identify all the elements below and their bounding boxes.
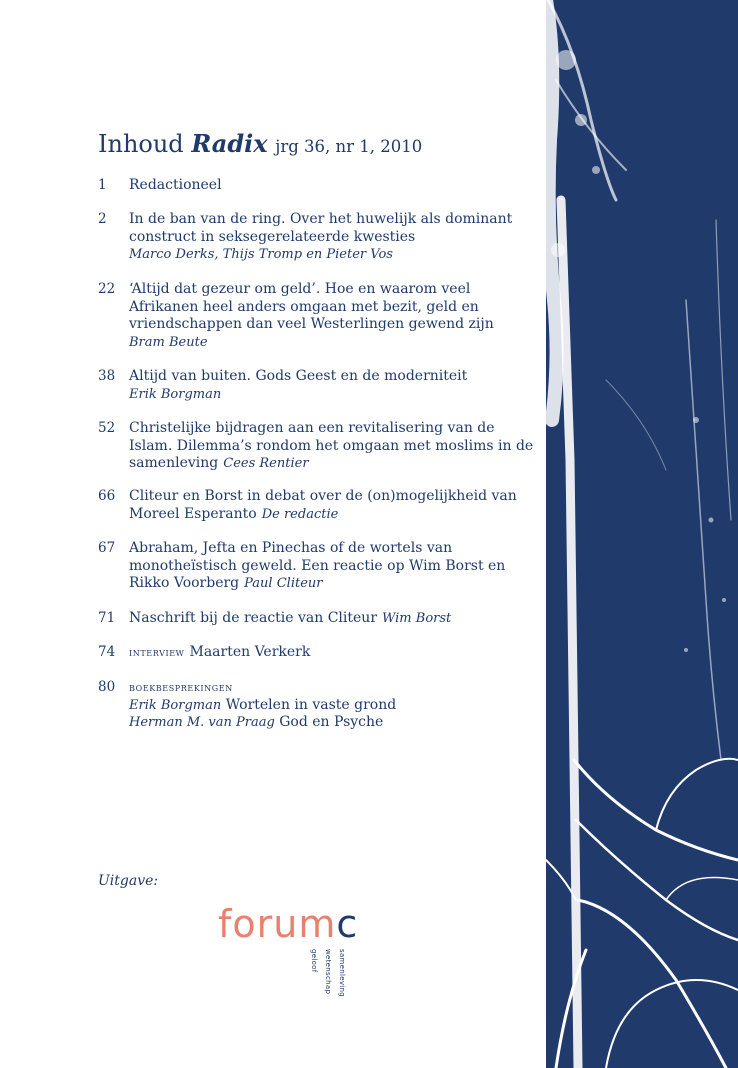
- toc-author: Bram Beute: [129, 334, 208, 350]
- review-author: Erik Borgman: [129, 697, 222, 713]
- toc-title: Redactioneel: [129, 177, 222, 193]
- review-title: God en Psyche: [279, 714, 384, 730]
- review-line: [129, 714, 538, 732]
- publisher-label: Uitgave:: [98, 873, 159, 889]
- toc-page-number: 67: [98, 540, 116, 556]
- review-title: Wortelen in vaste grond: [225, 696, 397, 713]
- toc-entry: [98, 368, 538, 403]
- journal-name: Radix: [191, 129, 268, 158]
- toc-entry: [98, 420, 538, 473]
- toc-title: Altijd van buiten. Gods Geest en de moderniteit: [129, 368, 468, 384]
- logo-tagline: wetenschap: [324, 949, 332, 995]
- toc-page-number: 1: [98, 177, 107, 193]
- toc-author: De redactie: [261, 506, 339, 522]
- toc-page-number: 22: [98, 281, 116, 297]
- toc-title: ‘Altijd dat gezeur om geld’. Hoe en waarom veel Afrikanen heel anders omgaan met bezit, geld en vriendschappen dan veel Westerlingen gewend zijn: [129, 281, 494, 332]
- toc-page-number: 66: [98, 488, 116, 504]
- review-author: Herman M. van Praag: [129, 715, 275, 730]
- toc-author: Cees Rentier: [223, 456, 309, 471]
- toc-title: Christelijke bijdragen aan een revitalisering van de Islam. Dilemma’s rondom het omgaan met moslims in de samenleving Cees Rentier: [129, 420, 534, 471]
- section-label: boekbesprekingen: [129, 680, 233, 694]
- toc-entry: [98, 540, 538, 593]
- toc-entry: [98, 177, 538, 195]
- section-label: interview: [129, 645, 185, 659]
- toc-page-number: 74: [98, 644, 116, 660]
- toc-entry: [98, 488, 538, 523]
- toc-title: Naschrift bij de reactie van Cliteur Wim Borst: [129, 610, 452, 626]
- issue-info: jrg 36, nr 1, 2010: [275, 137, 423, 156]
- toc-page-number: 80: [98, 679, 116, 695]
- forumc-logo: [218, 903, 398, 1013]
- toc-author: Erik Borgman: [129, 386, 222, 402]
- toc-entry: [98, 644, 538, 662]
- page-heading: [98, 130, 422, 161]
- toc-page-number: 52: [98, 420, 116, 436]
- toc-entry: [98, 610, 538, 628]
- toc-title: In de ban van de ring. Over het huwelijk als dominant construct in seksegerelateerde kwesties: [129, 211, 513, 245]
- toc-title: Cliteur en Borst in debat over de (on)mogelijkheid van Moreel Esperanto De redactie: [129, 488, 517, 522]
- toc-entry: [98, 679, 538, 732]
- toc-entry: [98, 281, 538, 351]
- toc-author: Marco Derks, Thijs Tromp en Pieter Vos: [129, 247, 393, 262]
- logo-tagline: samenleving: [338, 949, 346, 998]
- heading-word: Inhoud: [98, 130, 184, 158]
- logo-word: forumc: [218, 902, 359, 946]
- review-line: [129, 697, 538, 715]
- toc-author: Wim Borst: [382, 611, 452, 626]
- toc-page-number: 71: [98, 610, 116, 626]
- cover-art-roots-image: [546, 0, 738, 1068]
- toc-page-number: 2: [98, 211, 107, 227]
- toc-entry: [98, 211, 538, 264]
- toc-title: Abraham, Jefta en Pinechas of de wortels van monotheïstisch geweld. Een reactie op Wim Borst en Rikko Voorberg Paul Cliteur: [129, 540, 506, 591]
- toc-title: interview Maarten Verkerk: [129, 644, 311, 660]
- toc-author: Paul Cliteur: [244, 576, 323, 591]
- toc-page-number: 38: [98, 368, 116, 384]
- logo-tagline: geloof: [310, 949, 318, 973]
